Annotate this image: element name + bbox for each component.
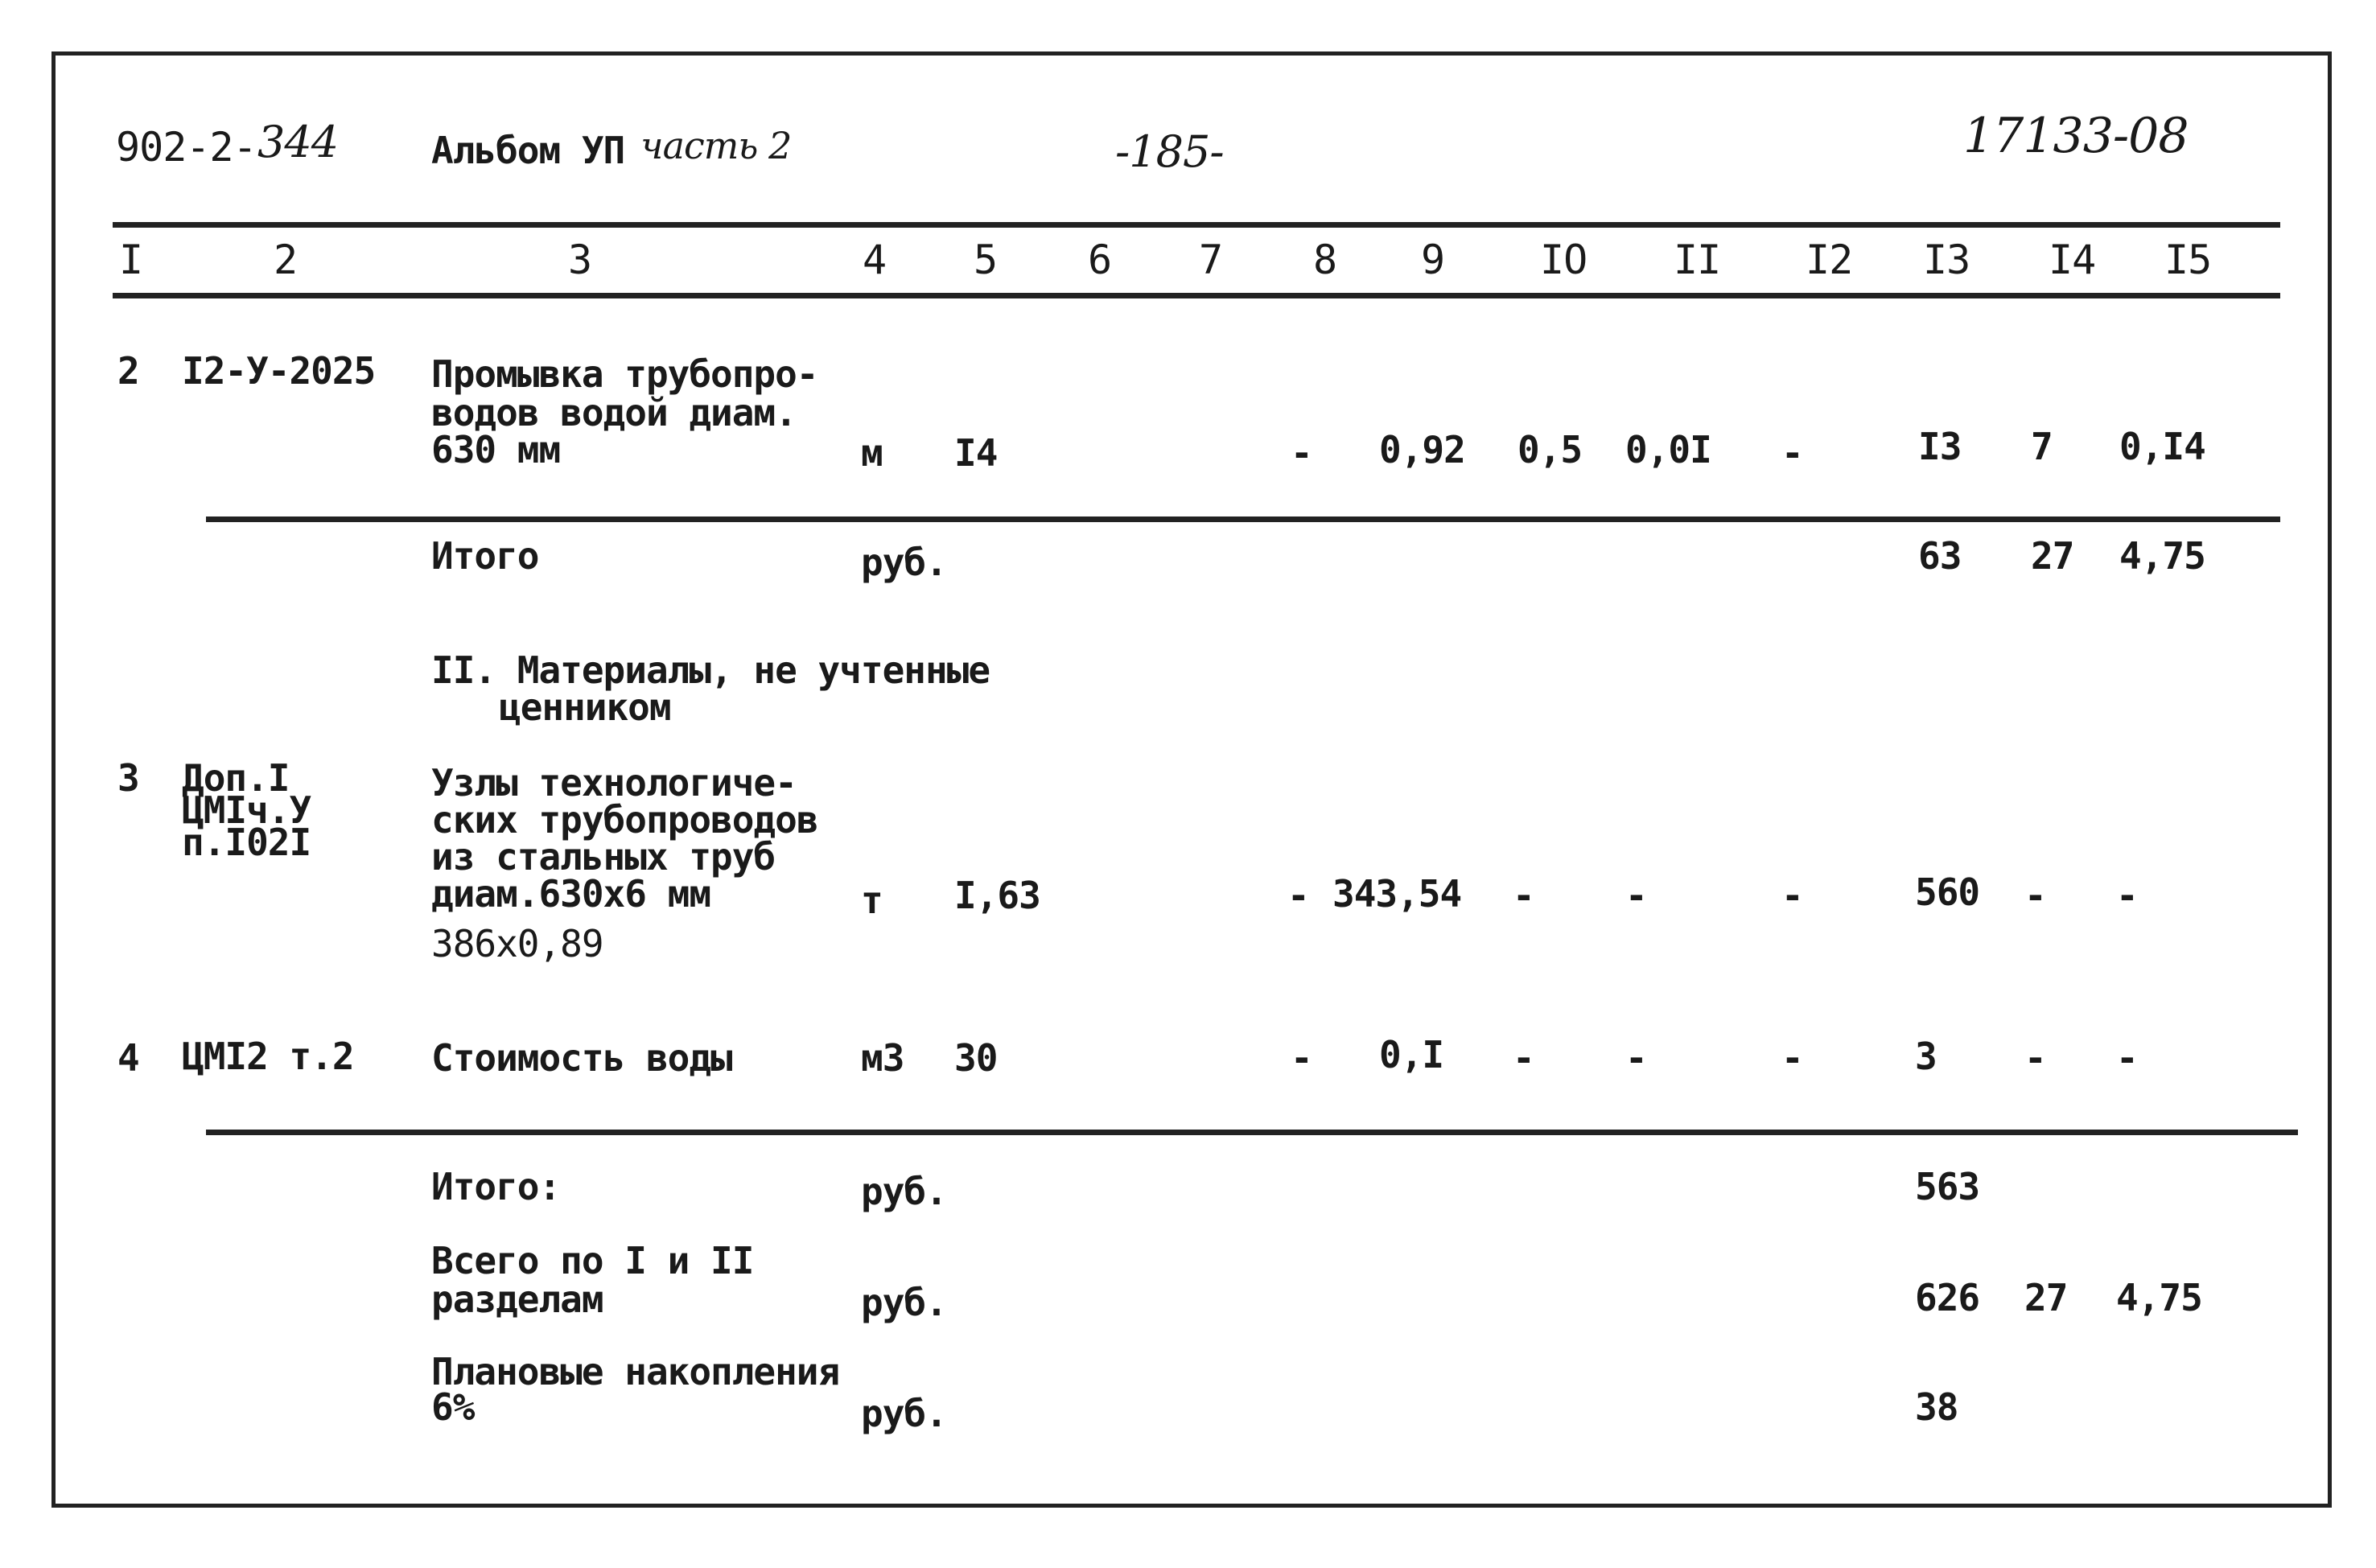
row-col14: - bbox=[2024, 874, 2046, 917]
row-unit: т bbox=[861, 879, 883, 922]
grand-total-col15: 4,75 bbox=[2116, 1276, 2202, 1319]
row-col13: 3 bbox=[1915, 1035, 1937, 1078]
row-quantity: 30 bbox=[954, 1036, 998, 1080]
doc-number-prefix: 902-2- bbox=[116, 124, 257, 171]
grand-total-label: Всего по I и II bbox=[431, 1239, 754, 1282]
row-separator bbox=[206, 1130, 2298, 1135]
subtotal-label: Итого: bbox=[431, 1165, 561, 1208]
column-number: 7 bbox=[1199, 237, 1223, 283]
row-col14: 7 bbox=[2031, 425, 2053, 468]
grand-total-unit: руб. bbox=[861, 1281, 947, 1324]
row-code: ЦМI2 т.2 bbox=[182, 1035, 354, 1078]
row-col9: 0,92 bbox=[1379, 428, 1465, 471]
subtotal-col13: 63 bbox=[1918, 534, 1962, 578]
column-number: II bbox=[1674, 237, 1721, 283]
row-description: Промывка трубопро- bbox=[431, 352, 818, 396]
planned-accumulation-unit: руб. bbox=[861, 1392, 947, 1435]
album-label: Альбом УП bbox=[431, 129, 625, 172]
row-col11: - bbox=[1625, 1036, 1647, 1080]
row-col10: - bbox=[1513, 1036, 1534, 1080]
column-number: I2 bbox=[1806, 237, 1853, 283]
row-description: ских трубопроводов bbox=[431, 798, 818, 842]
row-number: 3 bbox=[117, 756, 139, 800]
row-col8: - bbox=[1287, 874, 1309, 917]
subtotal-unit: руб. bbox=[861, 541, 947, 584]
row-code: I2-У-2025 bbox=[182, 349, 376, 393]
column-number: I5 bbox=[2164, 237, 2212, 283]
row-code: Доп.I bbox=[182, 756, 290, 800]
row-col9: 343,54 bbox=[1332, 872, 1462, 916]
column-number: 5 bbox=[974, 237, 998, 283]
row-col15: 0,I4 bbox=[2119, 425, 2205, 468]
row-description: Узлы технологиче- bbox=[431, 761, 797, 805]
doc-number-suffix: 344 bbox=[257, 117, 339, 167]
header-rule-bottom bbox=[113, 293, 2280, 298]
album-part: часть 2 bbox=[640, 124, 792, 167]
row-col15: - bbox=[2116, 874, 2138, 917]
row-number: 2 bbox=[117, 349, 139, 393]
row-col10: 0,5 bbox=[1517, 428, 1583, 471]
grand-total-label: разделам bbox=[431, 1278, 603, 1321]
row-code: ЦМIч.У bbox=[182, 788, 311, 832]
column-number: I3 bbox=[1923, 237, 1970, 283]
planned-accumulation-col13: 38 bbox=[1915, 1385, 1958, 1429]
row-col9: 0,I bbox=[1379, 1033, 1444, 1076]
column-number: 9 bbox=[1421, 237, 1445, 283]
grand-total-col13: 626 bbox=[1915, 1276, 1980, 1319]
row-col10: - bbox=[1513, 874, 1534, 917]
row-col13: I3 bbox=[1918, 425, 1962, 468]
subtotal-col14: 27 bbox=[2031, 534, 2074, 578]
subtotal-col15: 4,75 bbox=[2119, 534, 2205, 578]
row-unit: м bbox=[861, 431, 883, 475]
row-number: 4 bbox=[117, 1036, 139, 1080]
column-number: I bbox=[119, 237, 143, 283]
row-description: из стальных труб bbox=[431, 835, 776, 879]
column-number: 3 bbox=[568, 237, 592, 283]
row-description: 630 мм bbox=[431, 428, 561, 471]
row-col12: - bbox=[1781, 1036, 1803, 1080]
row-description: диам.630х6 мм bbox=[431, 872, 711, 916]
column-number: 2 bbox=[274, 237, 298, 283]
row-col12: - bbox=[1781, 874, 1803, 917]
planned-accumulation-label: 6% bbox=[431, 1385, 475, 1429]
grand-total-col14: 27 bbox=[2024, 1276, 2068, 1319]
row-quantity: I,63 bbox=[954, 874, 1040, 917]
header-rule-top bbox=[113, 222, 2280, 228]
subtotal-col13: 563 bbox=[1915, 1165, 1980, 1208]
row-col11: - bbox=[1625, 874, 1647, 917]
page-number: -185- bbox=[1115, 126, 1224, 177]
row-quantity: I4 bbox=[954, 431, 998, 475]
row-description: водов водой диам. bbox=[431, 391, 797, 434]
row-code: п.I02I bbox=[182, 821, 311, 864]
column-number: IO bbox=[1540, 237, 1587, 283]
subtotal-unit: руб. bbox=[861, 1170, 947, 1213]
row-description: Стоимость воды bbox=[431, 1036, 732, 1080]
row-col11: 0,0I bbox=[1625, 428, 1711, 471]
row-col8: - bbox=[1291, 1036, 1312, 1080]
column-number: 4 bbox=[863, 237, 887, 283]
section-heading-line: ценником bbox=[499, 685, 671, 729]
row-col14: - bbox=[2024, 1036, 2046, 1080]
row-note: 386х0,89 bbox=[431, 922, 603, 965]
row-col8: - bbox=[1291, 431, 1312, 475]
column-number: 8 bbox=[1313, 237, 1337, 283]
planned-accumulation-label: Плановые накопления bbox=[431, 1350, 840, 1393]
row-col13: 560 bbox=[1915, 870, 1980, 914]
subtotal-label: Итого bbox=[431, 534, 539, 578]
stamp-number: 17133-08 bbox=[1963, 108, 2189, 164]
row-col12: - bbox=[1781, 431, 1803, 475]
row-unit: м3 bbox=[861, 1036, 904, 1080]
column-number: I4 bbox=[2049, 237, 2096, 283]
row-col15: - bbox=[2116, 1036, 2138, 1080]
column-number: 6 bbox=[1088, 237, 1112, 283]
section-heading-line: II. Материалы, не учтенные bbox=[431, 648, 990, 692]
page-frame bbox=[51, 51, 2332, 1508]
row-separator bbox=[206, 516, 2280, 522]
